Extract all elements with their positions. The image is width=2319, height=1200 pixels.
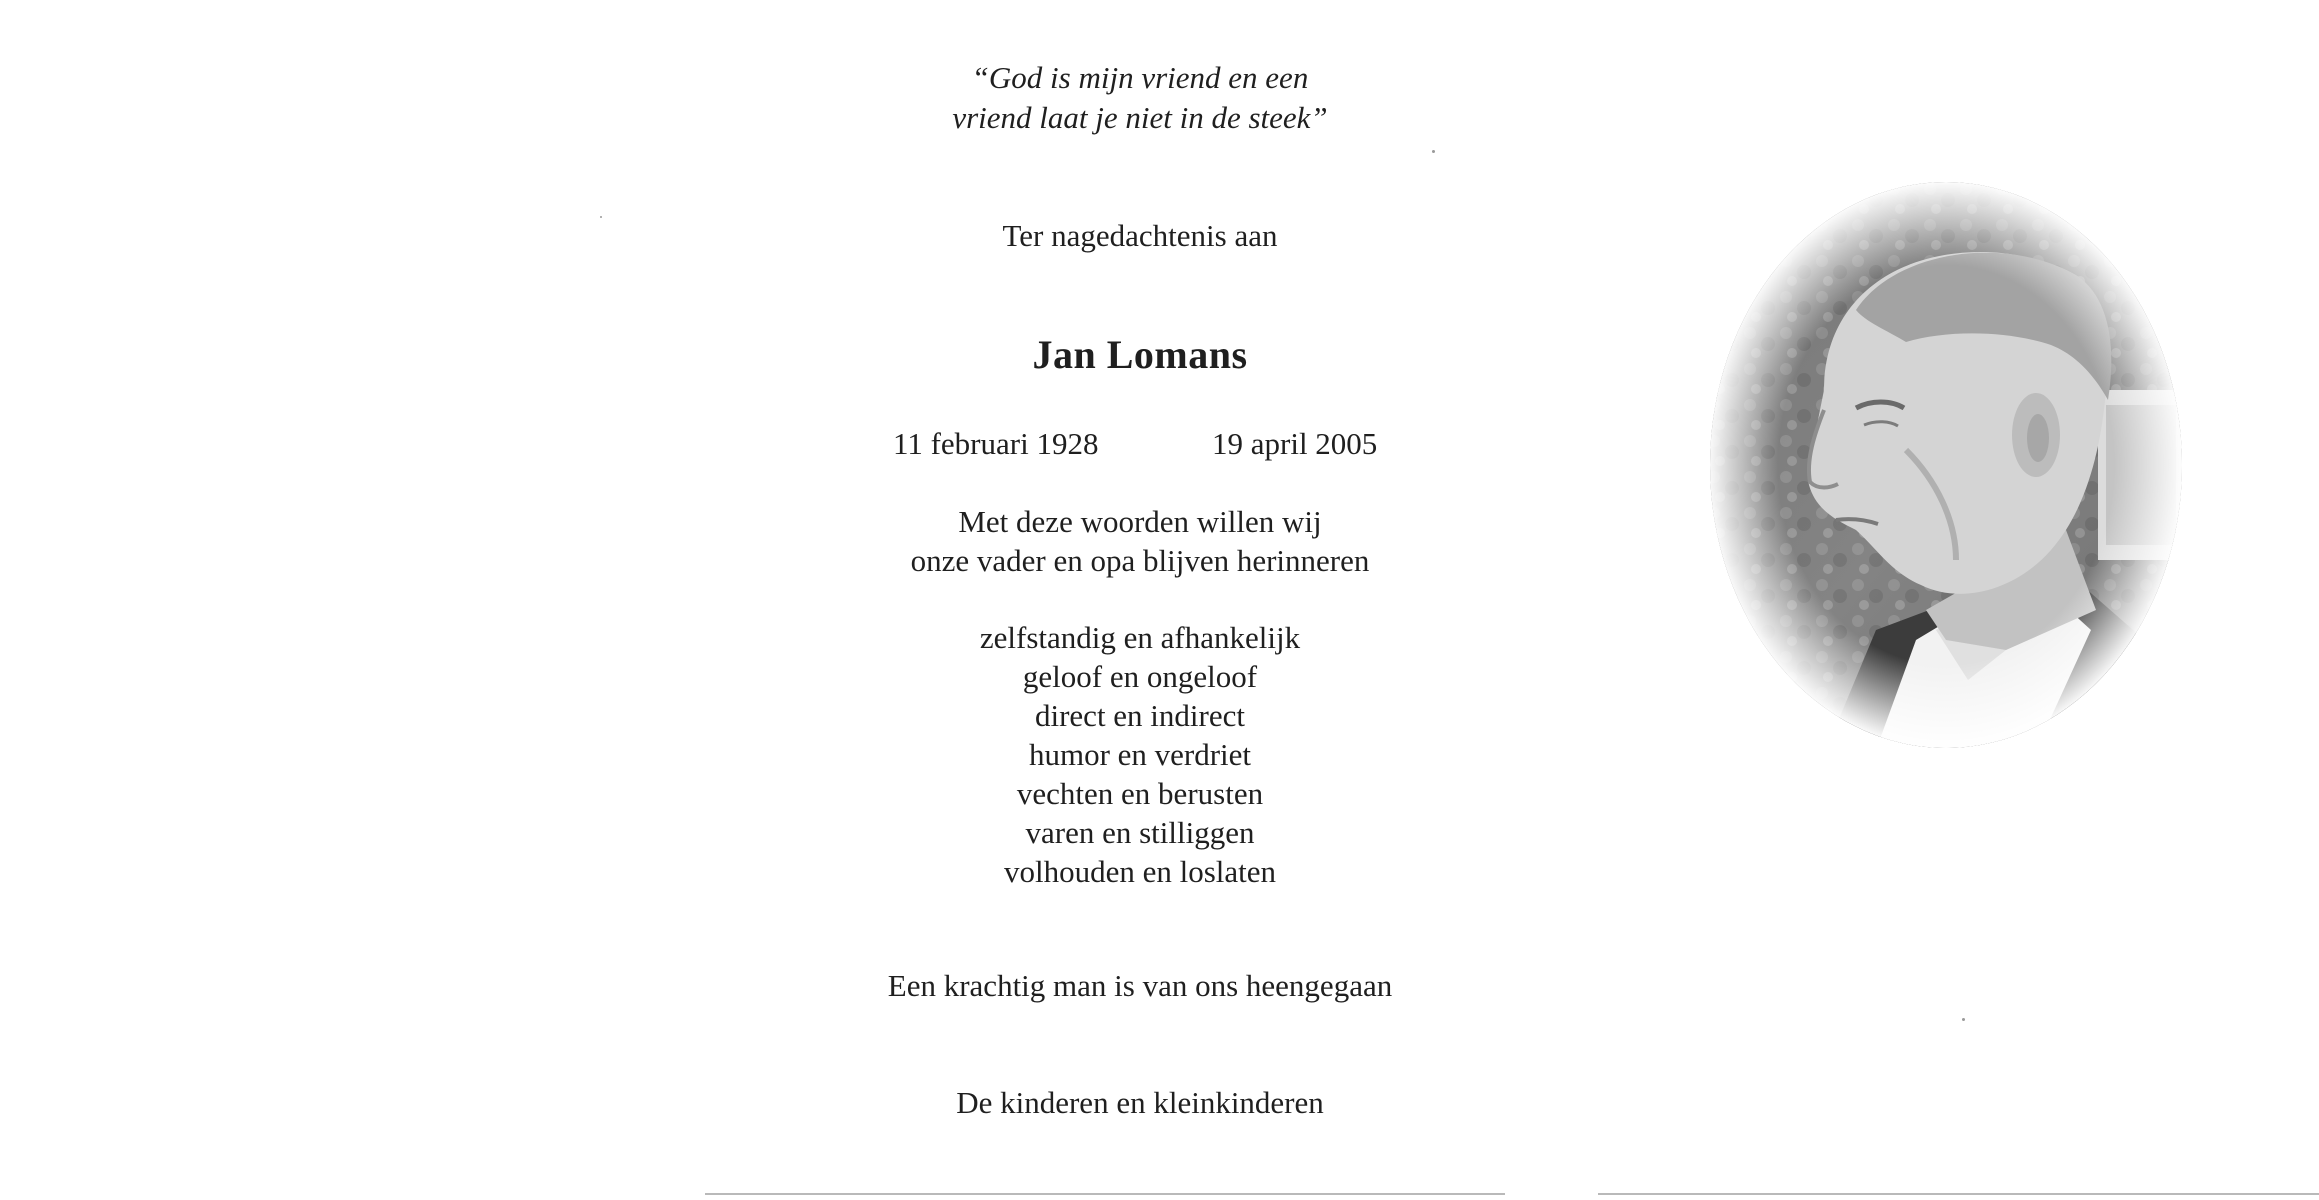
motto-line: vriend laat je niet in de steek” xyxy=(952,100,1328,135)
list-item: varen en stilliggen xyxy=(1025,815,1255,850)
list-item: vechten en berusten xyxy=(1016,776,1264,811)
paper-speck xyxy=(600,216,602,218)
list-item: geloof en ongeloof xyxy=(1022,659,1258,694)
intro-text xyxy=(700,502,1580,580)
paper-speck xyxy=(1432,150,1435,153)
motto-line: “God is mijn vriend en een xyxy=(971,60,1309,95)
motto-quote xyxy=(700,58,1580,138)
list-item: direct en indirect xyxy=(1034,698,1245,733)
intro-line: onze vader en opa blijven herinneren xyxy=(910,543,1370,578)
closing-line: Een krachtig man is van ons heengegaan xyxy=(887,968,1393,1003)
signature-line: De kinderen en kleinkinderen xyxy=(956,1085,1324,1120)
portrait-photo xyxy=(1706,180,2186,750)
bottom-edge-line xyxy=(1598,1193,2319,1195)
death-date: 19 april 2005 xyxy=(1212,426,1378,461)
contrast-pairs-list xyxy=(700,618,1580,891)
deceased-name: Jan Lomans xyxy=(1032,332,1248,377)
list-item: humor en verdriet xyxy=(1028,737,1252,772)
list-item: zelfstandig en afhankelijk xyxy=(979,620,1301,655)
intro-line: Met deze woorden willen wij xyxy=(958,504,1322,539)
paper-speck xyxy=(1962,1018,1965,1021)
birth-date: 11 februari 1928 xyxy=(893,426,1099,461)
in-memory-heading: Ter nagedachtenis aan xyxy=(1002,218,1278,253)
bottom-edge-line xyxy=(705,1193,1505,1195)
list-item: volhouden en loslaten xyxy=(1003,854,1277,889)
